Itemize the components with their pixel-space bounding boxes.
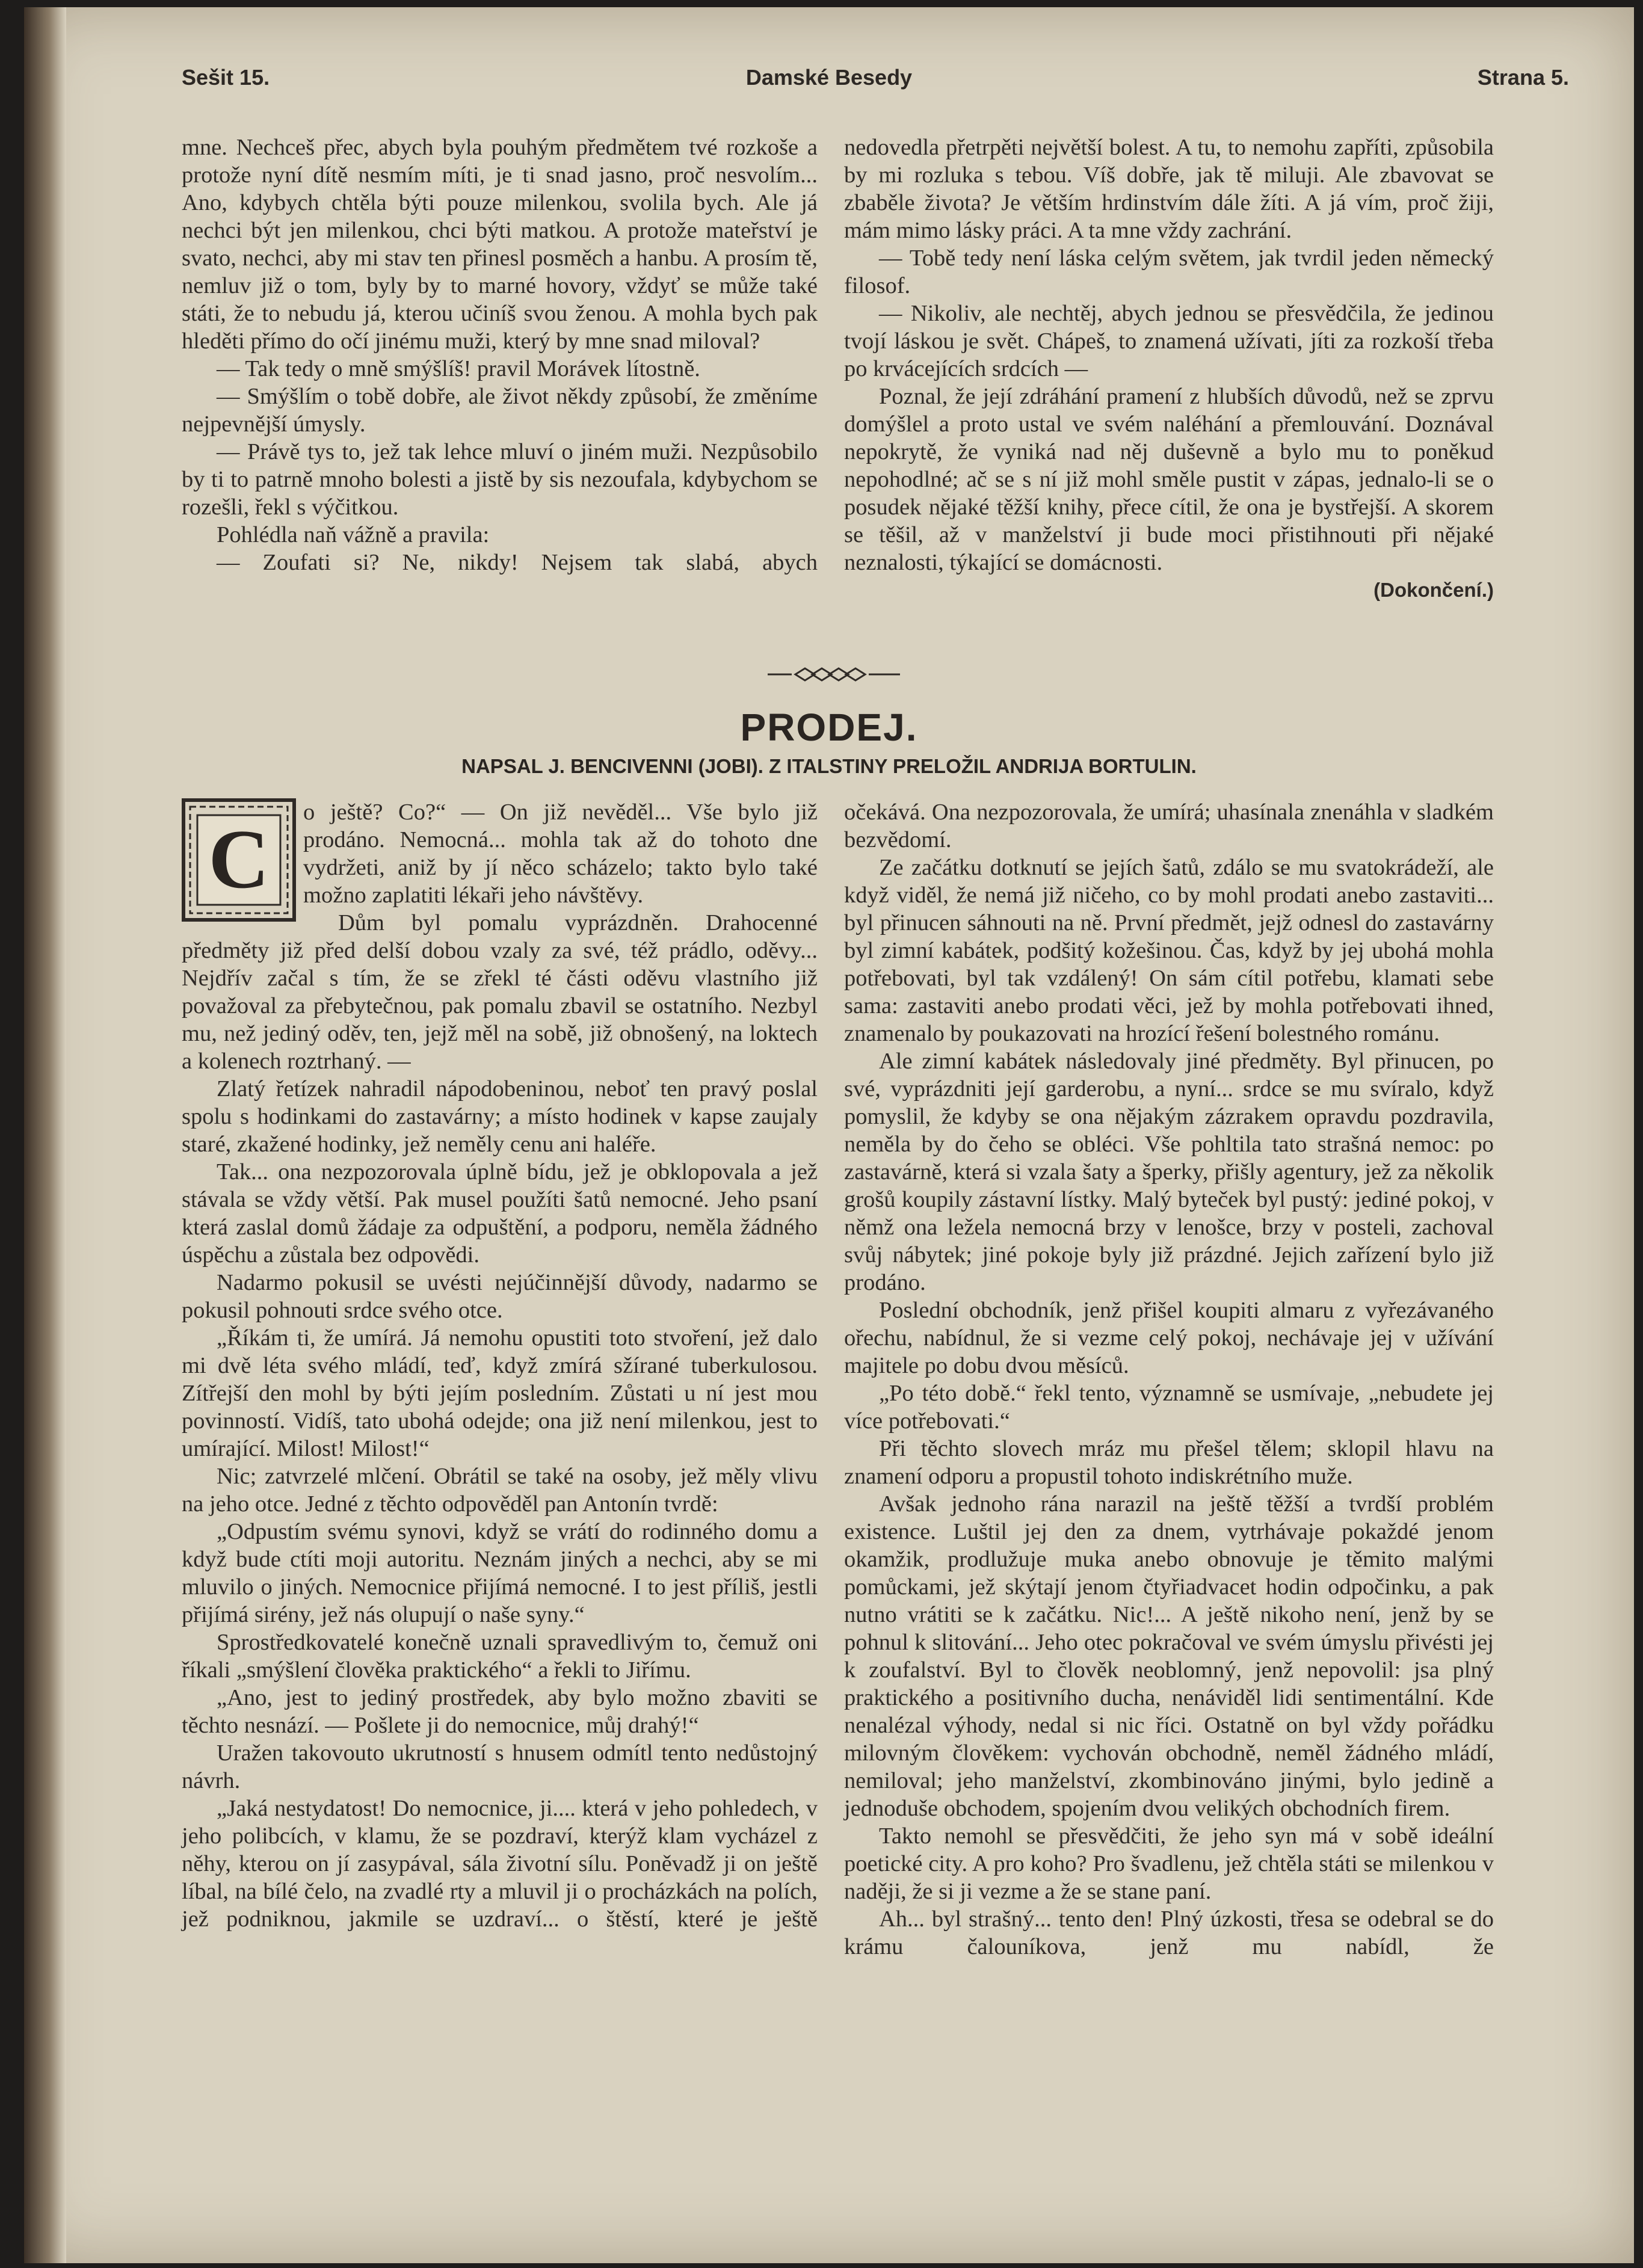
previous-story-right-column	[844, 134, 1494, 604]
paragraph: „Odpustím svému synovi, když se vrátí do rodinného domu a když bude ctíti moji autoritu. Neznám jiných a nechci, aby se mi mluvilo o jiných. Nemocnice přijímá nemocné. I to jest příliš, jestli přijímá sirény, jež nás olupují o naše syny.“	[182, 1519, 818, 1627]
paragraph: Uražen takovouto ukrutností s hnusem odmítl tento nedůstojný návrh.	[182, 1740, 818, 1793]
paragraph: — Zoufati si? Ne, nikdy! Nejsem tak slabá, abych	[217, 550, 818, 575]
paragraph: Poznal, že její zdráhání pramení z hlubších důvodů, než se zprvu domýšlel a proto ustal ve svém naléhání a přemlouvání. Doznával nepokrytě, že vyniká nad něj duševně a bylo mu to poněkud nepohodlné; ač se s ní již mohl směle pustit v zápas, jednalo-li se o posudek nějaké těžší knihy, přece cítil, že ona je bystřejší. A skorem se těšil, až v manželství ji bude moci přistihnouti při nějaké neznalosti, týkající se domácnosti.	[844, 384, 1494, 575]
paragraph: „Po této době.“ řekl tento, významně se usmívaje, „nebudete jej více potřebovati.“	[844, 1381, 1494, 1434]
running-header	[24, 65, 1634, 101]
paragraph: — Nikoliv, ale nechtěj, abych jednou se přesvědčila, že jedinou tvojí láskou je svět. Chápeš, to znamená užívati, jíti za rozkoší třeba po krvácejících srdcích —	[844, 301, 1494, 381]
paragraph: mne. Nechceš přec, abych byla pouhým předmětem tvé rozkoše a protože nyní dítě nesmím míti, je ti snad jasno, proč nesvolím... Ano, kdybych chtěla býti pouze milenkou, svolila bych. Ale já nechci být jen milenkou, chci býti matkou. A protože mateřství je svato, nechci, aby mi stav ten přinesl posměch a hanbu. A prosím tě, nemluv již o tom, byly by to marné hovory, vždyť se může také státi, že to nebudu já, kterou učiníš svou ženou. A mohla bych pak hleděti přímo do očí jinému muži, který by mne snad miloval?	[182, 135, 818, 354]
story-title: PRODEJ.	[740, 706, 918, 749]
paragraph: Zlatý řetízek nahradil nápodobeninou, neboť ten pravý poslal spolu s hodinkami do zastavárny; a místo hodinek v kapse zaujaly staré, zkažené hodinky, jež neměly cenu ani haléře.	[182, 1076, 818, 1157]
ornament-divider	[768, 666, 900, 683]
paragraph: Poslední obchodník, jenž přišel koupiti almaru z vyřezávaného ořechu, nabídnul, že si vezme celý pokoj, nechávaje jej v užívání majitele po dobu dvou měsíců.	[844, 1298, 1494, 1378]
story-left-column	[182, 798, 818, 1933]
paragraph: Takto nemohl se přesvědčiti, že jeho syn má v sobě ideální poetické city. A pro koho? Pro švadlenu, jež chtěla státi se milenkou v naději, že si ji vezme a že se stane paní.	[844, 1823, 1494, 1904]
paragraph: Při těchto slovech mráz mu přešel tělem; sklopil hlavu na znamení odporu a propustil tohoto indiskrétního muže.	[844, 1436, 1494, 1489]
paragraph: Ale zimní kabátek následovaly jiné předměty. Byl přinucen, po své, vyprázdniti její garderobu, a nyní... srdce se mu svíralo, když pomyslil, že kdyby se ona nějakým zázrakem opravdu pozdravila, neměla by do čeho se obléci. Vše pohltila tato strašná nemoc: po zastavárně, která si vzala šaty a šperky, přišly agentury, jež za několik grošů koupily zástavní lístky. Malý byteček byl pustý: jediné pokoj, v němž ona ležela nemocná brzy v lenošce, brzy v posteli, zachoval svůj nábytek; jiné pokoje byly již prázdné. Jejich zařízení bylo již prodáno.	[844, 1049, 1494, 1295]
magazine-title: Damské Besedy	[745, 65, 913, 90]
paragraph: — Tobě tedy není láska celým světem, jak tvrdil jeden německý filosof.	[844, 245, 1494, 298]
previous-story-left-column	[182, 134, 818, 576]
continued-label: (Dokončení.)	[1373, 579, 1494, 601]
drop-cap	[182, 798, 296, 922]
paragraph: Tak... ona nezpozorovala úplně bídu, jež je obklopovala a jež stávala se vždy větší. Pak musel použíti šatů nemocné. Jeho psaní která zaslal domů žádaje za odpuštění, a podporu, neměla žádného úspěchu a zůstala bez odpovědi.	[182, 1159, 818, 1268]
magazine-page	[24, 7, 1634, 2263]
paragraph: „Jaká nestydatost! Do nemocnice, ji.... která v jeho pohledech, v jeho polibcích, v klamu, že se pozdraví, kterýž klam vycházel z něhy, kterou on jí zasypával, sála životní sílu. Poněvadž ji on ještě líbal, na bílé čelo, na zvadlé rty a mluvil ji o procházkách na polích, jež podniknou, jakmile se uzdraví... o štěstí, které je ještě	[182, 1796, 818, 1932]
paragraph: Nic; zatvrzelé mlčení. Obrátil se také na osoby, jež měly vlivu na jeho otce. Jedné z těchto odpověděl pan Antonín tvrdě:	[182, 1464, 818, 1517]
paragraph: Avšak jednoho rána narazil na ještě těžší a tvrdší problém existence. Luštil jej den za dnem, vytrhávaje pokaždé jenom okamžik, prodlužuje muka anebo obnovuje je těmito malými pomůckami, jež skýtají jenom čtyřiadvacet hodin odpočinku, a pak nutno vrátiti se k začátku. Nic!... A ještě nikoho není, jenž by se pohnul k slitování... Jeho otec pokračoval ve svém úmyslu přivésti jej k zoufalství. Byl to člověk neoblomný, jenž nepovolil: jsa plný praktického a positivního ducha, nenáviděl lidi sentimentální. Kde nenalézal výhody, nedal si nic říci. Ostatně on byl vždy pořádku milovným člověkem: vychován obchodně, neměl žádného mládí, nemiloval; jeho manželství, zkombinováno jinými, bylo jedině a jednoduše obchodem, spojením dvou velikých obchodních firem.	[844, 1491, 1494, 1821]
issue-number: Sešit 15.	[182, 65, 270, 90]
story-byline: NAPSAL J. BENCIVENNI (JOBI). Z ITALSTINY PRELOŽIL ANDRIJA BORTULIN.	[461, 755, 1197, 777]
story-right-column	[844, 798, 1494, 1961]
paragraph: očekává. Ona nezpozorovala, že umírá; uhasínala znenáhla v sladkém bezvědomí.	[844, 800, 1494, 852]
paragraph: Nadarmo pokusil se uvésti nejúčinnější důvody, nadarmo se pokusil pohnouti srdce svého otce.	[182, 1270, 818, 1323]
paragraph: o ještě? Co?“ — On již nevěděl... Vše bylo již prodáno. Nemocná... mohla tak až do tohoto dne vydržeti, aniž by jí něco scházelo; takto bylo také možno zaplatiti lékaři jeho návštěvy.	[303, 800, 818, 908]
paragraph: nedovedla přetrpěti největší bolest. A tu, to nemohu zapříti, způsobila by mi rozluka s tebou. Víš dobře, jak tě miluji. Ale zbavovat se zbaběle života? Je větším hrdinstvím dále žíti. A já vím, proč žiji, mám mimo lásky práci. A ta mne vždy zachrání.	[844, 135, 1494, 243]
paragraph: „Ano, jest to jediný prostředek, aby bylo možno zbaviti se těchto nesnází. — Pošlete ji do nemocnice, můj drahý!“	[182, 1685, 818, 1738]
paragraph: Pohlédla naň vážně a pravila:	[217, 522, 490, 547]
paragraph: Ah... byl strašný... tento den! Plný úzkosti, třesa se odebral se do krámu čalouníkova, jenž mu nabídl, že	[844, 1906, 1494, 1959]
drop-cap-letter: C	[208, 813, 270, 906]
paragraph: „Říkám ti, že umírá. Já nemohu opustiti toto stvoření, jež dalo mi dvě léta svého mládí, teď, když zmírá sžírané tuberkulosou. Zítřejší den mohl by býti jejím posledním. Zůstati u ní jest mou povinností. Vidíš, tato ubohá odejde; ona již není milenkou, jest to umírající. Milost! Milost!“	[182, 1325, 818, 1461]
paragraph: Sprostředkovatelé konečně uznali spravedlivým to, čemuž oni říkali „smýšlení člověka praktického“ a řekli to Jiřímu.	[182, 1630, 818, 1683]
page-binding-shadow	[24, 7, 66, 2263]
paragraph: — Smýšlím o tobě dobře, ale život někdy způsobí, že změníme nejpevnější úmysly.	[182, 384, 818, 437]
paragraph: — Tak tedy o mně smýšlíš! pravil Morávek lítostně.	[217, 356, 700, 381]
paragraph: Dům byl pomalu vyprázdněn. Drahocenné předměty již před delší dobou vzaly za své, též prádlo, oděvy... Nejdřív začal s tím, že se zřekl té části oděvu vlastního již považoval za přebytečnou, pak pomalu zbavil se ostatního. Nezbyl mu, než jediný oděv, ten, jejž měl na sobě, již obnošený, na loktech a kolenech roztrhaný. —	[182, 910, 818, 1074]
paragraph: — Právě tys to, jež tak lehce mluví o jiném muži. Nezpůsobilo by ti to patrně mnoho bolesti a jistě by sis nezoufala, kdybychom se rozešli, řekl s výčitkou.	[182, 439, 818, 520]
page-number: Strana 5.	[1477, 65, 1569, 90]
paragraph: Ze začátku dotknutí se jejích šatů, zdálo se mu svatokrádeží, ale když viděl, že nemá již ničeho, co by mohl prodati anebo zastaviti... byl přinucen sáhnouti na ně. První předmět, jejž odnesl do zastavárny byl zimní kabátek, podšitý kožešinou. Čas, když by jej ubohá mohla potřebovati, byl tak vzdálený! On sám cítil potřebu, klamati sebe sama: zastaviti anebo prodati věci, jež by mohla potřebovati ihned, znamenalo by poukazovati na hrozící řešení bolestného románu.	[844, 855, 1494, 1046]
